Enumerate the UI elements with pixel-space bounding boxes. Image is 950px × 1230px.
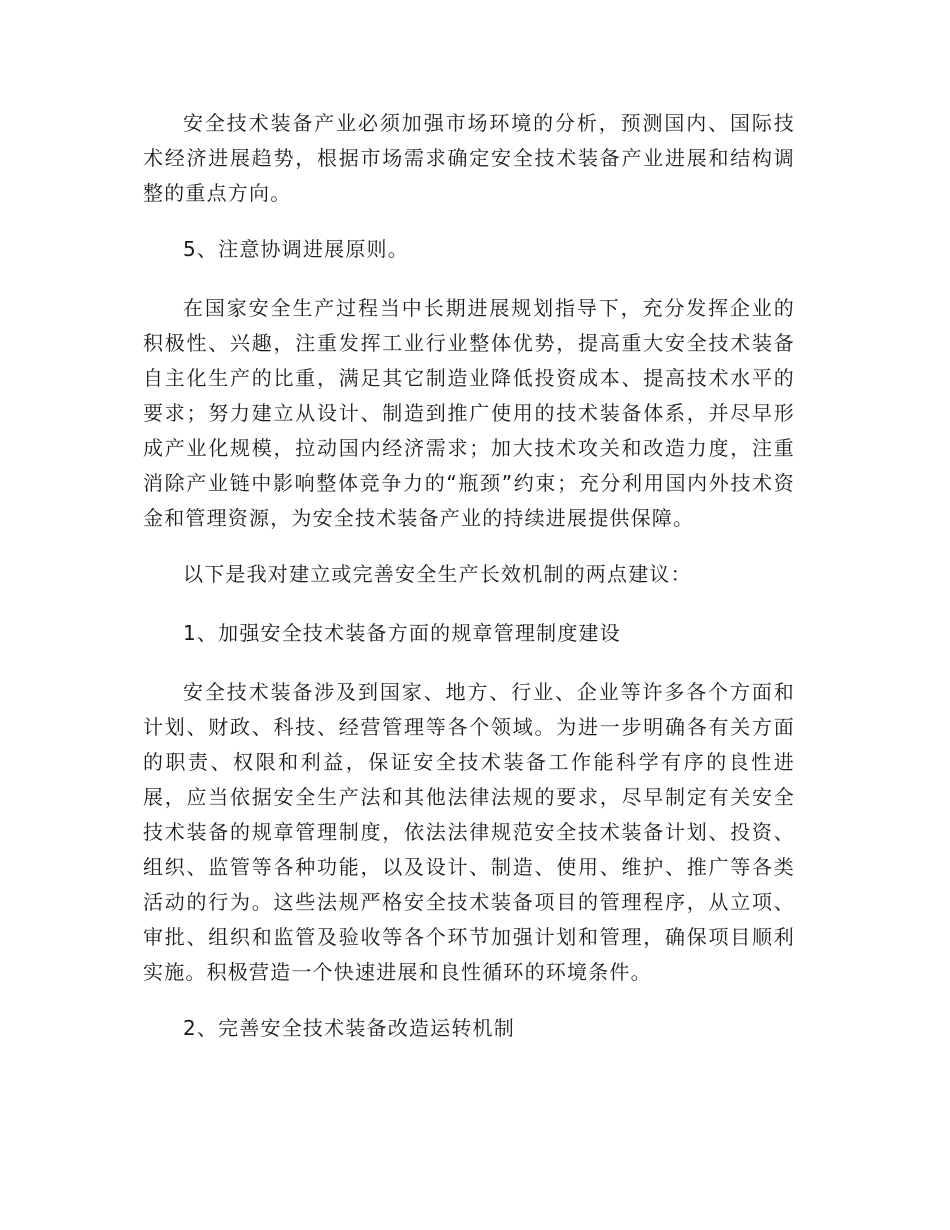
document-body — [143, 106, 795, 1070]
heading-regulations: 1、加强安全技术装备方面的规章管理制度建设 — [183, 621, 621, 645]
paragraph-suggestions-intro: 以下是我对建立或完善安全生产长效机制的两点建议： — [183, 562, 692, 586]
heading-operation-mechanism: 2、完善安全技术装备改造运转机制 — [183, 1016, 515, 1040]
paragraph-market-analysis: 安全技术装备产业必须加强市场环境的分析，预测国内、国际技术经济进展趋势，根据市场需求确定安全技术装备产业进展和结构调整的重点方向。 — [143, 111, 795, 205]
paragraph-national-planning: 在国家安全生产过程当中长期进展规划指导下，充分发挥企业的积极性、兴趣，注重发挥工业行业整体优势，提高重大安全技术装备自主化生产的比重，满足其它制造业降低投资成本、提高技术水平的要求；努力建立从设计、制造到推广使用的技术装备体系，并尽早形成产业化规模，拉动国内经济需求；加大技术攻关和改造力度，注重消除产业链中影响整体竞争力的“瓶颈”约束；充分利用国内外技术资金和管理资源，为安全技术装备产业的持续进展提供保障。 — [143, 296, 795, 530]
paragraph-regulations-detail: 安全技术装备涉及到国家、地方、行业、企业等许多各个方面和计划、财政、科技、经营管理等各个领域。为进一步明确各有关方面的职责、权限和利益，保证安全技术装备工作能科学有序的良性进展，应当依据安全生产法和其他法律法规的要求，尽早制定有关安全技术装备的规章管理制度，依法法律规范安全技术装备计划、投资、组织、监管等各种功能，以及设计、制造、使用、维护、推广等各类活动的行为。这些法规严格安全技术装备项目的管理程序，从立项、审批、组织和监管及验收等各个环节加强计划和管理，确保项目顺利实施。积极营造一个快速进展和良性循环的环境条件。 — [143, 680, 795, 984]
heading-coordination-principle: 5、注意协调进展原则。 — [183, 237, 409, 261]
